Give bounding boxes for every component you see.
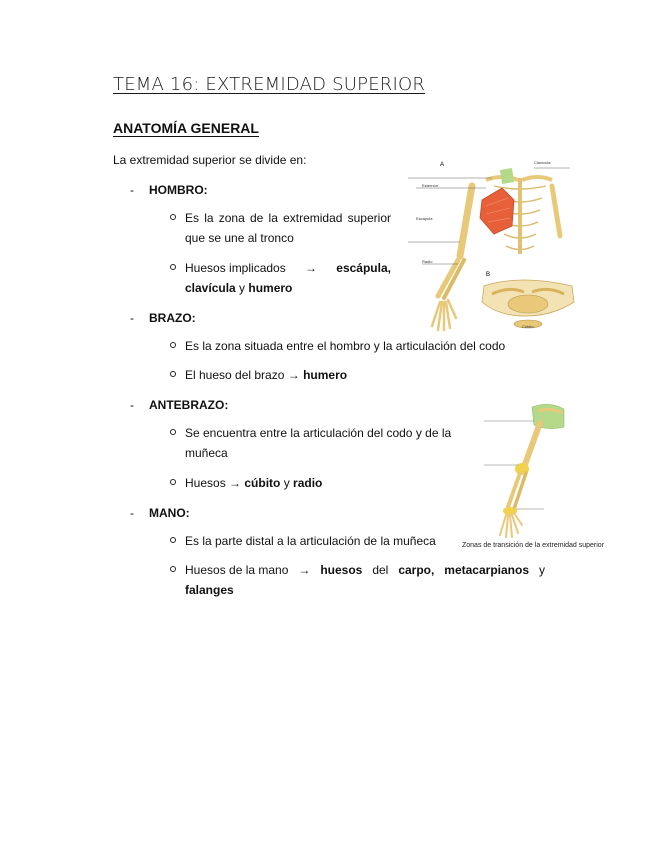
bullet-mano-1 [170, 531, 460, 551]
bullet-bold-text: cúbito [244, 476, 281, 490]
bullet-text: El hueso del brazo → [185, 368, 304, 382]
bullet-bold-text: humero [248, 281, 293, 295]
bullet-circle-icon [170, 566, 176, 572]
dash-marker: - [130, 398, 134, 412]
bullet-brazo-1 [170, 336, 530, 356]
bullet-text: Huesos → [185, 476, 245, 490]
category-hombro [130, 183, 208, 197]
bullet-antebrazo-2 [170, 473, 420, 493]
bullet-antebrazo-1 [170, 423, 460, 463]
bullet-hombro-1 [170, 208, 392, 248]
bullet-circle-icon [170, 371, 176, 377]
bullet-circle-icon [170, 342, 176, 348]
bullet-bold-text: escápula, [336, 261, 391, 275]
bullet-circle-icon [170, 537, 176, 543]
bullet-bold-text: humero [303, 368, 348, 382]
arrow-icon: → [298, 563, 311, 577]
skeleton-figure [402, 156, 590, 334]
bullet-circle-icon [170, 429, 176, 435]
arrow-icon: → [305, 261, 317, 275]
label-clavicula: Clavícula [534, 160, 551, 165]
bullet-brazo-2 [170, 365, 470, 385]
category-label: MANO: [149, 506, 190, 520]
bullet-mano-2 [170, 560, 545, 600]
category-label: ANTEBRAZO: [149, 398, 229, 412]
figure-label-b: B [486, 272, 491, 278]
bullet-text: y [235, 281, 249, 295]
category-mano [130, 506, 190, 520]
label-esternon: Esternón [422, 183, 439, 188]
dash-marker: - [130, 506, 134, 520]
category-brazo [130, 311, 196, 325]
label-escapula: Escápula [416, 216, 433, 221]
bullet-circle-icon [170, 214, 176, 220]
bullet-text: Es la zona de la extremidad superior [185, 211, 391, 225]
bullet-bold-text: clavícula [185, 281, 236, 295]
bullet-text: y [538, 563, 545, 577]
bullet-text: Huesos de la mano [185, 563, 289, 577]
document-title: TEMA 16: EXTREMIDAD SUPERIOR [113, 74, 426, 95]
bullet-bold-text: metacarpianos [444, 563, 529, 577]
bullet-bold-text: falanges [185, 583, 234, 597]
label-cubito: Cúbito [522, 324, 534, 329]
skeleton-illustration [402, 156, 590, 334]
figure-label-a: A [440, 162, 445, 168]
bullet-text: Se encuentra entre la articulación del codo y de la [185, 426, 452, 440]
bullet-bold-text: huesos [320, 563, 363, 577]
dash-marker: - [130, 183, 134, 197]
figure-caption: Zonas de transición de la extremidad superior [462, 542, 605, 549]
label-radio: Radio [422, 259, 433, 264]
bullet-text: Huesos implicados [185, 261, 286, 275]
arm-illustration [478, 401, 578, 539]
category-antebrazo [130, 398, 228, 412]
bullet-text: muñeca [185, 446, 228, 460]
category-label: HOMBRO: [149, 183, 208, 197]
bullet-text: del [372, 563, 389, 577]
bullet-circle-icon [170, 479, 176, 485]
bullet-text: Es la zona situada entre el hombro y la articulación del codo [185, 339, 506, 353]
category-label: BRAZO: [149, 311, 196, 325]
section-heading: ANATOMÍA GENERAL [113, 120, 259, 136]
bullet-circle-icon [170, 264, 176, 270]
bullet-text: Es la parte distal a la articulación de la muñeca [185, 534, 436, 548]
bullet-bold-text: carpo, [398, 563, 435, 577]
bullet-text: y [280, 476, 294, 490]
intro-text: La extremidad superior se divide en: [113, 153, 307, 167]
arm-figure [478, 401, 578, 539]
bullet-text: que se une al tronco [185, 231, 294, 245]
bullet-bold-text: radio [293, 476, 323, 490]
dash-marker: - [130, 311, 134, 325]
bullet-hombro-2 [170, 258, 392, 298]
